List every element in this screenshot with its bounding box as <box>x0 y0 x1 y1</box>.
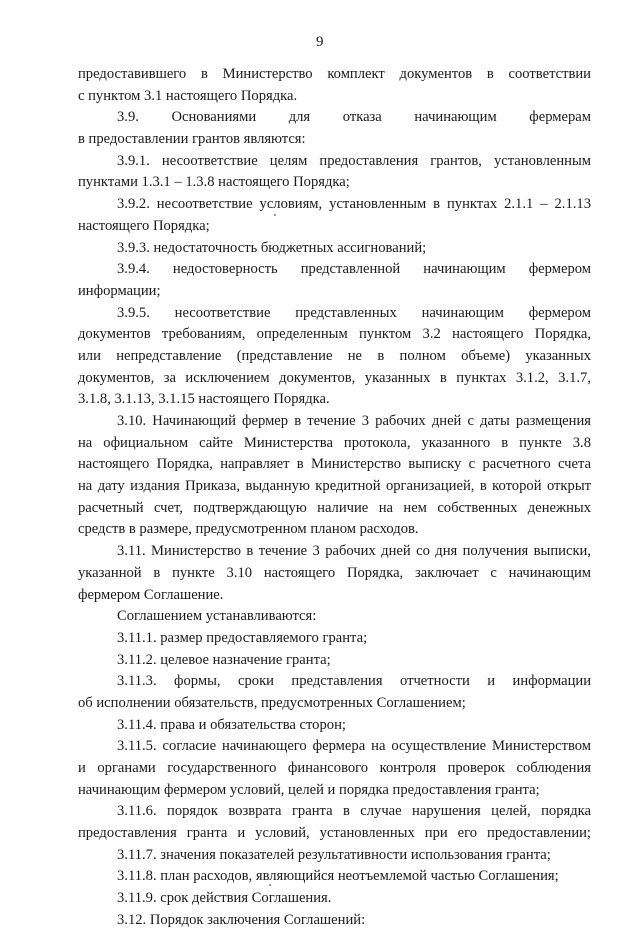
scan-speck <box>274 214 276 216</box>
text-line: 3.11.4. права и обязательства сторон; <box>117 716 346 733</box>
text-line: 3.11. Министерство в течение 3 рабочих дней со дня получения выписки, <box>117 543 591 560</box>
page-number: 9 <box>316 34 324 50</box>
text-line: 3.9.3. недостаточность бюджетных ассигнований; <box>117 239 427 256</box>
text-line: 3.9.5. несоответствие представленных начинающим фермером <box>117 304 591 321</box>
text-line: 3.9.1. несоответствие целям предоставления грантов, установленным <box>117 152 591 169</box>
text-line: 3.11.6. порядок возврата гранта в случае нарушения целей, порядка <box>117 803 591 820</box>
text-line: указанной в пункте 3.10 настоящего Порядка, заключает с начинающим <box>78 564 591 581</box>
text-line: средств в размере, предусмотренном планом расходов. <box>78 521 419 538</box>
text-line: начинающим фермером условий, целей и порядка предоставления гранта; <box>78 781 540 798</box>
text-line: об исполнении обязательств, предусмотренных Соглашением; <box>78 694 466 711</box>
text-line: или непредставление (представление не в полном объеме) указанных <box>78 347 591 364</box>
text-line: расчетный счет, подтверждающую наличие на нем собственных денежных <box>78 499 591 516</box>
text-line: предоставившего в Министерство комплект документов в соответствии <box>78 66 591 82</box>
text-line: 3.11.2. целевое назначение гранта; <box>117 651 331 668</box>
text-line: в предоставлении грантов являются: <box>78 131 306 148</box>
text-line: Соглашением устанавливаются: <box>117 608 317 625</box>
text-line: настоящего Порядка; <box>78 217 210 234</box>
text-line: и органами государственного финансового контроля проверок соблюдения <box>78 760 591 776</box>
text-line: 3.9.4. недостоверность представленной начинающим фермером <box>117 261 591 278</box>
text-line: информации; <box>78 282 161 299</box>
text-line: 3.11.1. размер предоставляемого гранта; <box>117 629 368 646</box>
text-line: документов, за исключением документов, указанных в пунктах 3.1.2, 3.1.7, <box>78 369 591 386</box>
text-line: 3.10. Начинающий фермер в течение 3 рабочих дней с даты размещения <box>117 413 591 429</box>
text-line: 3.9.2. несоответствие условиям, установленным в пунктах 2.1.1 – 2.1.13 <box>117 196 591 213</box>
document-body <box>78 64 591 932</box>
text-line: 3.11.3. формы, сроки представления отчетности и информации <box>117 673 591 690</box>
text-line: фермером Соглашение. <box>78 586 224 603</box>
text-line: 3.12. Порядок заключения Соглашений: <box>117 911 366 928</box>
text-line: пунктами 1.3.1 – 1.3.8 настоящего Порядка; <box>78 174 350 191</box>
text-line: 3.11.9. срок действия Соглашения. <box>117 890 332 907</box>
text-line: 3.9. Основаниями для отказа начинающим фермерам <box>117 109 591 126</box>
text-line: 3.11.7. значения показателей результативности использования гранта; <box>117 846 551 863</box>
text-line: с пунктом 3.1 настоящего Порядка. <box>78 87 298 104</box>
text-line: документов требованиям, определенным пунктом 3.2 настоящего Порядка, <box>78 326 591 343</box>
text-line: настоящего Порядка, направляет в Министерство выписку с расчетного счета <box>78 456 591 473</box>
text-line: на официальном сайте Министерства протокола, указанного в пункте 3.8 <box>78 434 591 451</box>
scan-speck <box>269 884 271 886</box>
text-line: предоставления гранта и условий, установленных при его предоставлении; <box>78 825 591 842</box>
text-line: 3.1.8, 3.1.13, 3.1.15 настоящего Порядка. <box>78 391 330 408</box>
text-line: 3.11.5. согласие начинающего фермера на осуществление Министерством <box>117 738 591 755</box>
text-line: на дату издания Приказа, выданную кредитной организацией, в которой открыт <box>78 478 591 495</box>
text-line: 3.11.8. план расходов, являющийся неотъемлемой частью Соглашения; <box>117 868 559 885</box>
